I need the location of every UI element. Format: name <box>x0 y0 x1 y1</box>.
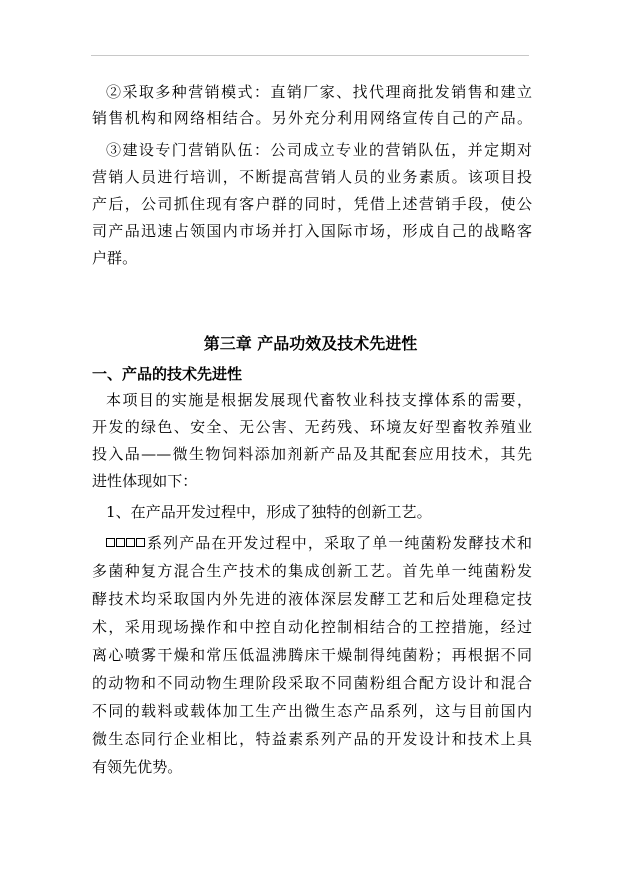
marketing-mode-line-2: 销售机构和网络相结合。另外充分利用网络宣传自己的产品。 <box>92 109 532 127</box>
item1-body-line-3: 酵技术均采取国内外先进的液体深层发酵工艺和后处理稳定技 <box>92 590 532 608</box>
item1-body-line-5: 离心喷雾干燥和常压低温沸腾床干燥制得纯菌粉；再根据不同 <box>92 646 532 664</box>
chapter-title: 第三章 产品功效及技术先进性 <box>203 334 418 353</box>
section-intro-line-3: 投入品——微生物饲料添加剂新产品及其配套应用技术，其先 <box>92 445 532 463</box>
item1-body-line-6: 的动物和不同动物生理阶段采取不同菌粉组合配方设计和混合 <box>92 674 532 692</box>
item1-body-first-text: 系列产品在开发过程中，采取了单一纯菌粉发酵技术和 <box>146 534 532 552</box>
sales-team-line-5: 户群。 <box>92 249 138 267</box>
placeholder-boxes <box>106 534 146 552</box>
sales-team-line-1: ③建设专门营销队伍：公司成立专业的营销队伍，并定期对 <box>106 141 532 159</box>
marketing-mode-line-1: ②采取多种营销模式：直销厂家、找代理商批发销售和建立 <box>106 83 532 101</box>
section-title: 一、产品的技术先进性 <box>92 365 243 383</box>
item1-title: 1、在产品开发过程中，形成了独特的创新工艺。 <box>106 503 432 521</box>
item1-body-line-7: 不同的载料或载体加工生产出微生态产品系列，这与目前国内 <box>92 702 532 720</box>
sales-team-line-3: 产后，公司抓住现有客户群的同时，凭借上述营销手段，使公 <box>92 195 532 213</box>
sales-team-line-2: 营销人员进行培训，不断提高营销人员的业务素质。该项目投 <box>92 168 532 186</box>
section-intro-line-4: 进性体现如下： <box>92 472 198 490</box>
item1-body-line-9: 有领先优势。 <box>92 758 183 776</box>
item1-body-line-1 <box>106 533 532 553</box>
section-intro-line-1: 本项目的实施是根据发展现代畜牧业科技支撑体系的需要， <box>106 391 532 409</box>
item1-body-line-2: 多菌种复方混合生产技术的集成创新工艺。首先单一纯菌粉发 <box>92 562 532 580</box>
section-intro-line-2: 开发的绿色、安全、无公害、无药残、环境友好型畜牧养殖业 <box>92 418 532 436</box>
sales-team-line-4: 司产品迅速占领国内市场并打入国际市场，形成自己的战略客 <box>92 222 532 240</box>
item1-body-line-8: 微生态同行企业相比，特益素系列产品的开发设计和技术上具 <box>92 730 532 748</box>
page-header-rule <box>91 55 529 56</box>
item1-body-line-4: 术，采用现场操作和中控自动化控制相结合的工控措施，经过 <box>92 618 532 636</box>
